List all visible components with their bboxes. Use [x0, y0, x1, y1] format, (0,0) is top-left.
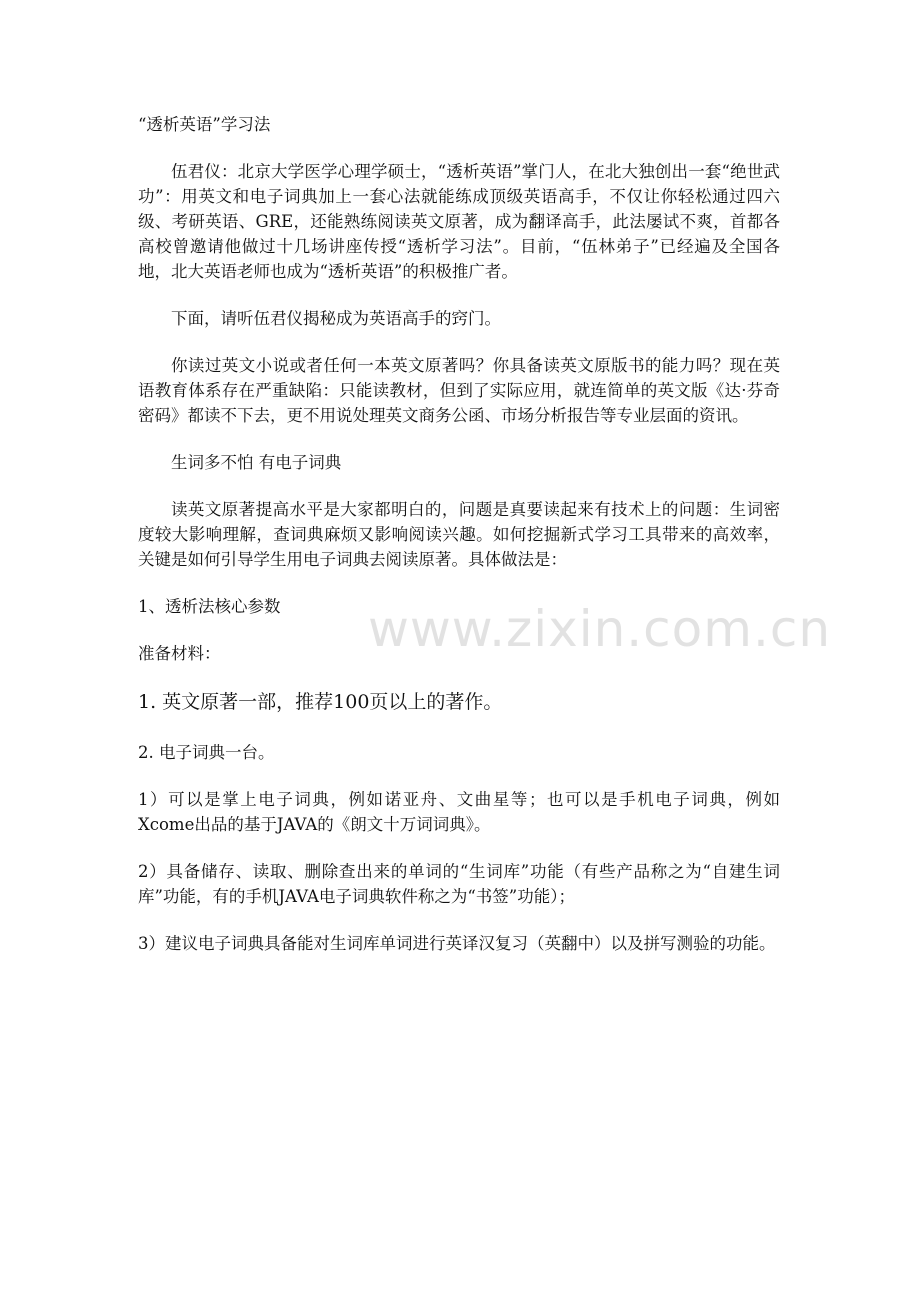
question-paragraph: 你读过英文小说或者任何一本英文原著吗？你具备读英文原版书的能力吗？现在英语教育体系存在严重缺陷：只能读教材，但到了实际应用，就连简单的英文版《达·芬奇密码》都读不下去，更不用说处理英文商务公函、市场分析报告等专业层面的资讯。: [138, 356, 780, 425]
section-subheading: 生词多不怕 有电子词典: [171, 453, 342, 472]
lead-paragraph: 下面，请听伍君仪揭秘成为英语高手的窍门。: [171, 309, 501, 328]
list-item-original-book: 1. 英文原著一部，推荐100页以上的著作。: [138, 691, 503, 713]
materials-label: 准备材料：: [138, 644, 221, 663]
document-title: “透析英语”学习法: [138, 115, 271, 134]
document-body: [138, 112, 780, 956]
sub-item-dictionary-type: 1）可以是掌上电子词典，例如诺亚舟、文曲星等；也可以是手机电子词典，例如Xcome出品的基于JAVA的《朗文十万词词典》。: [138, 790, 780, 834]
intro-paragraph: 伍君仪：北京大学医学心理学硕士，“透析英语”掌门人，在北大独创出一套“绝世武功”：用英文和电子词典加上一套心法就能练成顶级英语高手，不仅让你轻松通过四六级、考研英语、GRE，还能熟练阅读英文原著，成为翻译高手，此法屡试不爽，首都各高校曾邀请他做过十几场讲座传授“透析学习法”。目前，“伍林弟子”已经遍及全国各地，北大英语老师也成为“透析英语”的积极推广者。: [138, 162, 780, 281]
watermark-text: www.zixin.com.cn: [368, 600, 832, 658]
method-paragraph: 读英文原著提高水平是大家都明白的，问题是真要读起来有技术上的问题：生词密度较大影响理解，查词典麻烦又影响阅读兴趣。如何挖掘新式学习工具带来的高效率，关键是如何引导学生用电子词典去阅读原著。具体做法是：: [138, 500, 780, 569]
sub-item-vocabulary-bank: 2）具备储存、读取、删除查出来的单词的“生词库”功能（有些产品称之为“自建生词库”功能，有的手机JAVA电子词典软件称之为“书签”功能）；: [138, 862, 780, 906]
list-item-electronic-dictionary: 2. 电子词典一台。: [138, 743, 275, 762]
section-heading-core-parameters: 1、透析法核心参数: [138, 597, 281, 616]
sub-item-review-function: 3）建议电子词典具备能对生词库单词进行英译汉复习（英翻中）以及拼写测验的功能。: [138, 934, 776, 953]
